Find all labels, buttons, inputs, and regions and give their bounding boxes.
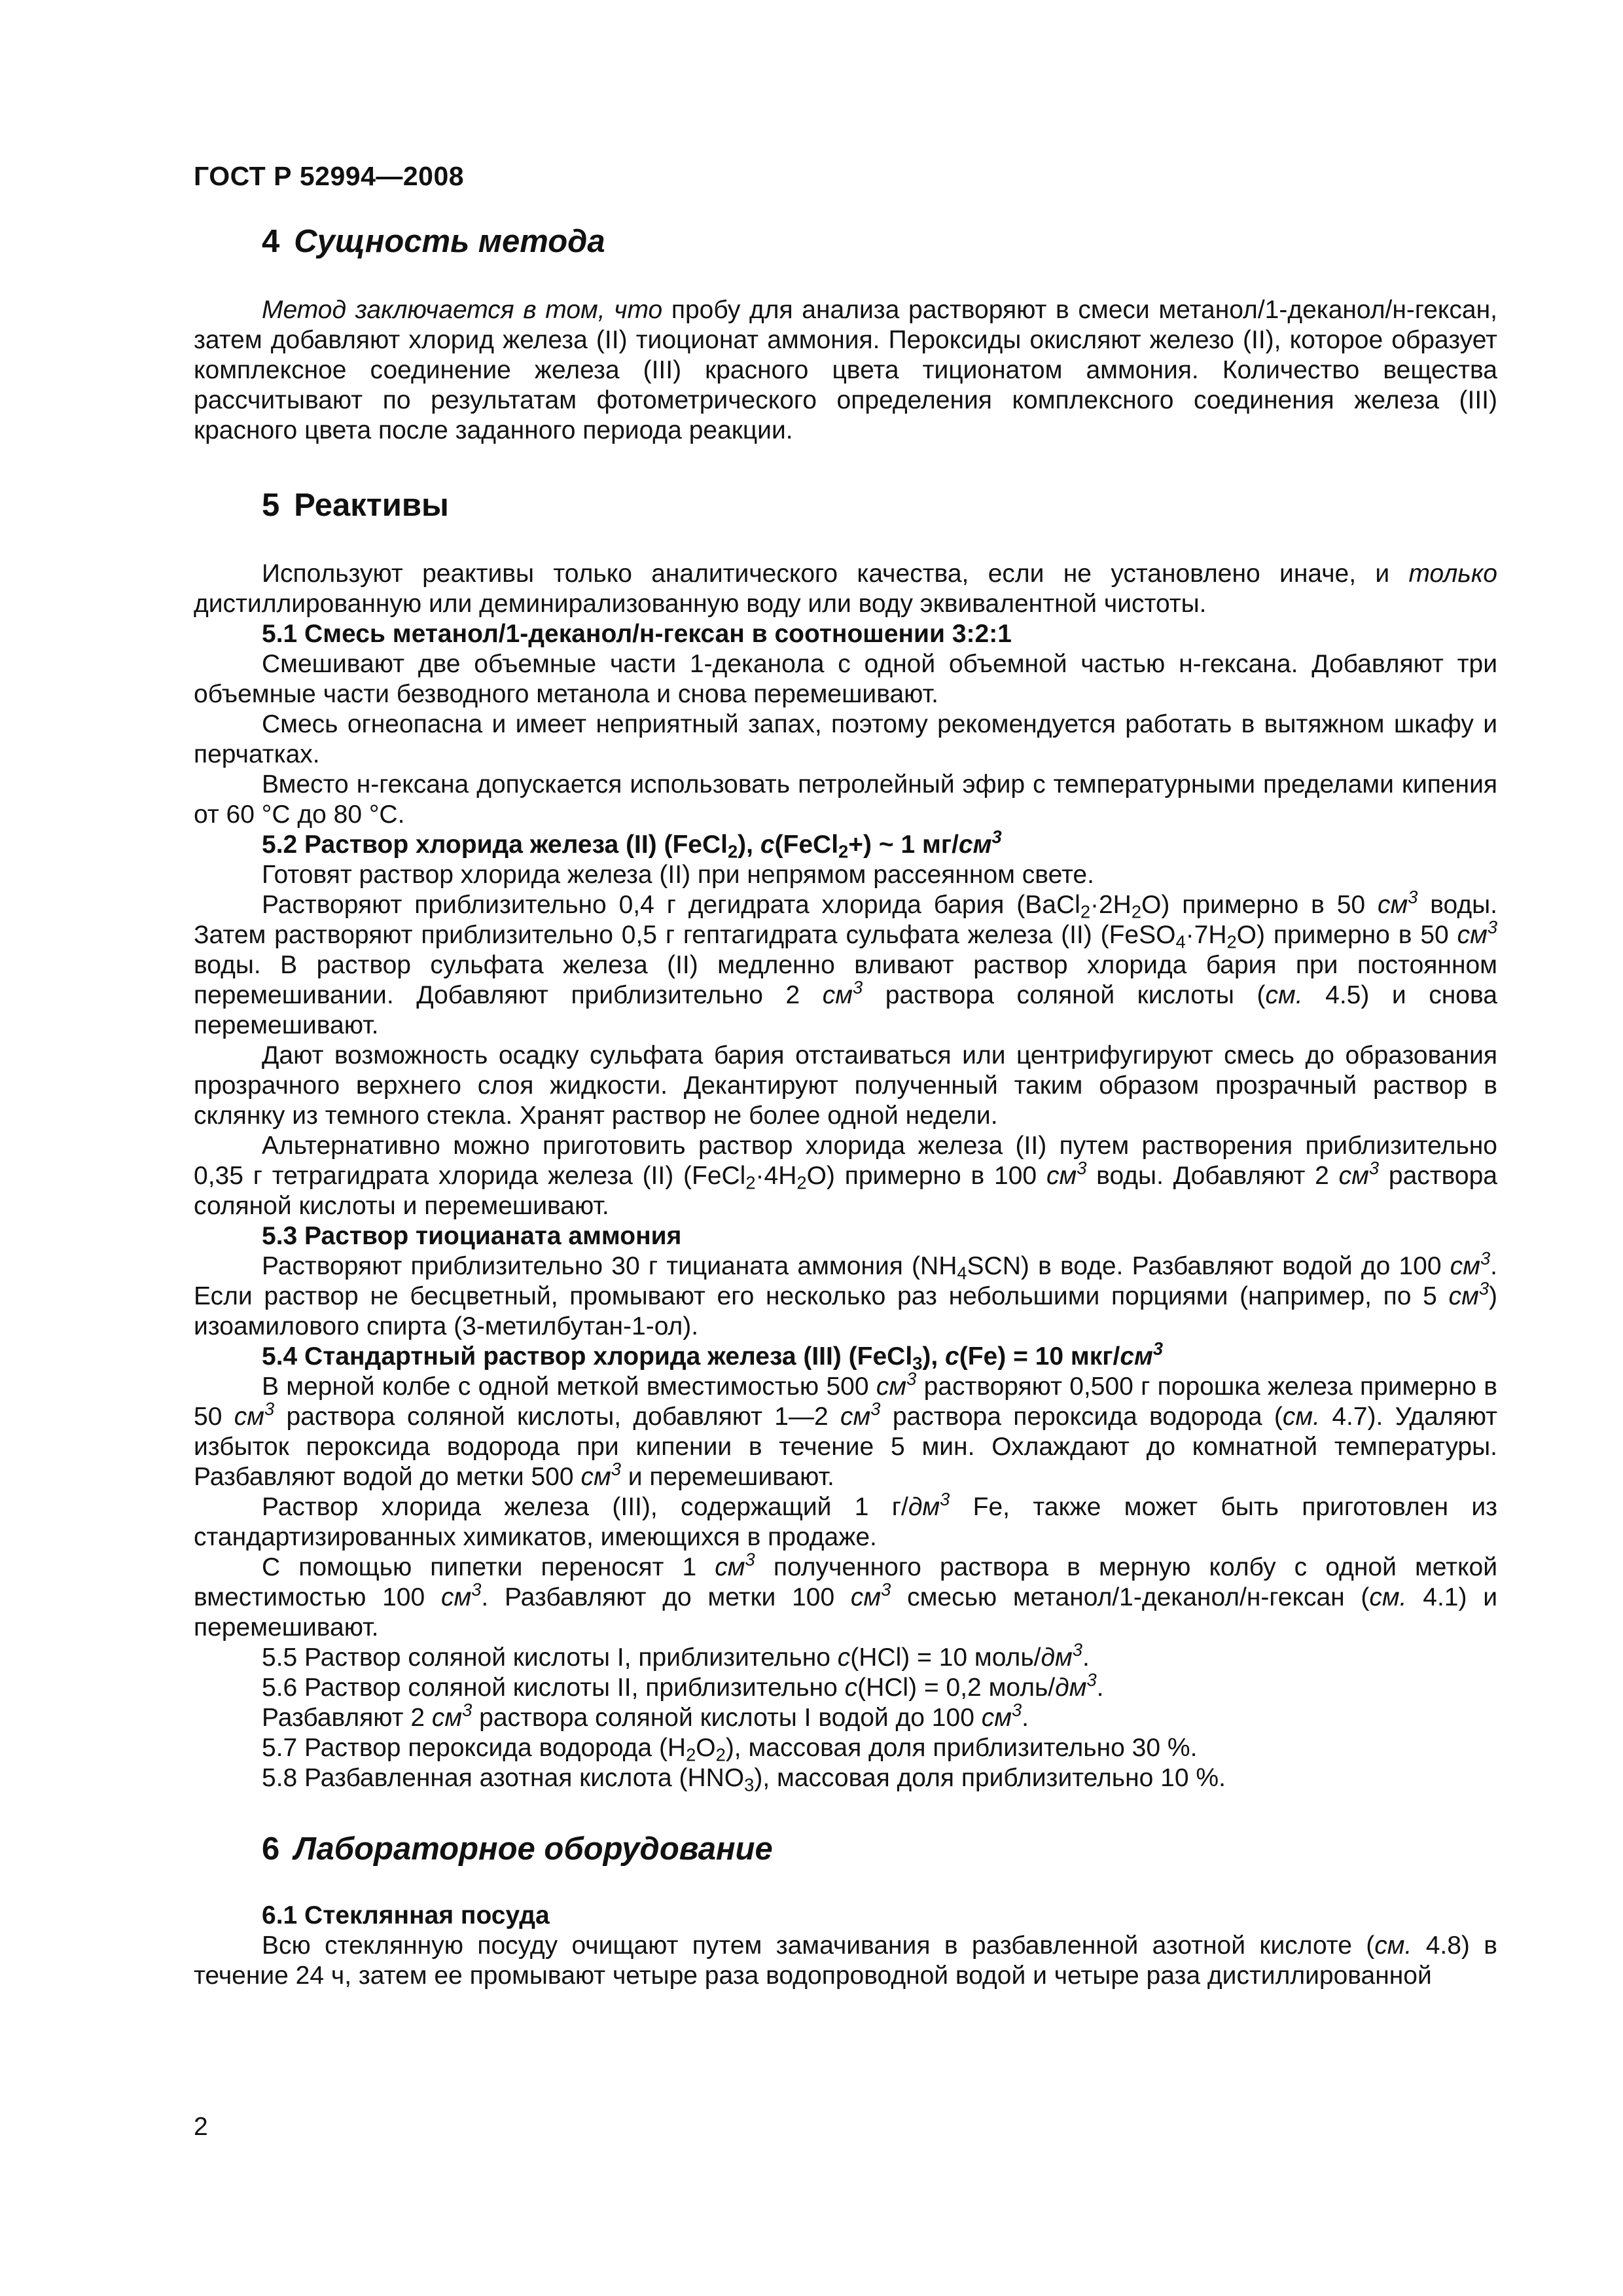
page-number: 2	[194, 2113, 208, 2141]
paragraph-5-2-d: Альтернативно можно приготовить раствор хлорида железа (II) путем растворения приблизительно 0,35 г тетрагидрата хлорида железа (II) $(FeCl_2\cdot 4H_2O)$ примерно в 100 $см^3$ воды. Добавляют 2 $см^3$ раствора соляной кислоты и перемешивают.	[194, 1131, 1497, 1220]
document-body	[194, 223, 1497, 1991]
paragraph-5-3: Растворяют приблизительно 30 г тицианата аммония $(NH_4SCN)$ в воде. Разбавляют водой до 100 $см^3$. Если раствор не бесцветный, промывают его несколько раз небольшими порциями (например, по 5 $см^3$) изоамилового спирта (3-метилбутан-1-ол).	[194, 1247, 1497, 1340]
paragraph-5-2-a: Готовят раствор хлорида железа (II) при непрямом рассеянном свете.	[262, 860, 1094, 889]
paragraph-5-2-c: Дают возможность осадку сульфата бария отстаиваться или центрифугируют смесь до образования прозрачного верхнего слоя жидкости. Декантируют полученный таким образом прозрачный раствор в склянку из темного стекла. Хранят раствор не более одной недели.	[194, 1041, 1497, 1130]
paragraph-6-1: Всю стеклянную посуду очищают путем замачивания в разбавленной азотной кислоте (см. 4.8) в течение 24 ч, затем ее промывают четыре раза водопроводной водой и четыре раза дистиллированной	[194, 1931, 1498, 1990]
item-5-7: 5.7 Раствор пероксида водорода $(H_2O_2)$, массовая доля приблизительно 30 %.	[262, 1733, 1198, 1765]
section-4-text: Метод заключается в том, что пробу для анализа растворяют в смеси метанол/1-деканол/н-гексан, затем добавляют хлорид железа (II) тиоционат аммония. Пероксиды окисляют железо (II), которое образует комплексное соединение железа (III) красного цвета тиционатом аммония. Количество вещества рассчитывают по результатам фотометрического определения комплексного соединения железа (III) красного цвета после заданного периода реакции.	[194, 295, 1497, 444]
item-5-8: 5.8 Разбавленная азотная кислота $(HNO_3)$, массовая доля приблизительно 10 %.	[262, 1763, 1226, 1795]
section-5-heading: 5 Реактивы	[262, 487, 449, 523]
item-5-5: 5.5 Раствор соляной кислоты I, приблизительно c(HCl) = 10 моль/$дм^3$.	[262, 1639, 1090, 1672]
section-4-heading: 4 Сущность метода	[262, 224, 605, 259]
subsection-5-4-heading: 5.4 Стандартный раствор хлорида железа (III) (FeCl$_3$), c(Fe) = 10 мкг/$см^3$	[262, 1338, 1164, 1374]
paragraph-5-1-a: Смешивают две объемные части 1-деканола с одной объемной частью н-гексана. Добавляют три объемные части безводного метанола и снова перемешивают.	[194, 649, 1497, 708]
paragraph-5-2-b: Растворяют приблизительно 0,4 г дегидрата хлорида бария $(BaCl_2\cdot 2H_2O)$ примерно в 50 $см^3$ воды. Затем растворяют приблизительно 0,5 г гептагидрата сульфата железа (II) $(FeSO_4\cdot 7H_2O)$ примерно в 50 $см^3$ воды. В раствор сульфата железа (II) медленно вливают раствор хлорида бария при постоянном перемешивании. Добавляют приблизительно 2 $см^3$ раствора соляной кислоты (см. 4.5) и снова перемешивают.	[194, 886, 1497, 1039]
paragraph-5-4-c: С помощью пипетки переносят 1 $см^3$ полученного раствора в мерную колбу с одной меткой вместимостью 100 $см^3$. Разбавляют до метки 100 $см^3$ смесью метанол/1-деканол/н-гексан (см. 4.1) и перемешивают.	[194, 1549, 1497, 1641]
paragraph-5-4-a: В мерной колбе с одной меткой вместимостью 500 $см^3$ растворяют 0,500 г порошка железа примерно в 50 $см^3$ раствора соляной кислоты, добавляют 1—2 $см^3$ раствора пероксида водорода (см. 4.7). Удаляют избыток пероксида водорода при кипении в течение 5 мин. Охлаждают до комнатной температуры. Разбавляют водой до метки 500 $см^3$ и перемешивают.	[194, 1368, 1498, 1491]
paragraph-5-1-b: Смесь огнеопасна и имеет неприятный запах, поэтому рекомендуется работать в вытяжном шкафу и перчатках.	[194, 709, 1497, 768]
subsection-5-3-heading: 5.3 Раствор тиоцианата аммония	[262, 1221, 682, 1250]
subsection-5-1-heading: 5.1 Смесь метанол/1-деканол/н-гексан в соотношении 3:2:1	[262, 619, 1012, 648]
section-6-heading: 6 Лабораторное оборудование	[262, 1831, 773, 1867]
paragraph-5-4-b: Раствор хлорида железа (III), содержащий 1 $г/дм^3$ Fe, также может быть приготовлен из стандартизированных химикатов, имеющихся в продаже.	[194, 1488, 1497, 1551]
section-5-intro: Используют реактивы только аналитического качества, если не установлено иначе, и только дистиллированную или деминирализованную воду или воду эквивалентной чистоты.	[194, 559, 1497, 618]
subsection-5-2-heading: 5.2 Раствор хлорида железа (II) (FeCl$_2$), c(FeCl$_2$+) ~ 1 $мг/см^3$	[262, 826, 1002, 862]
paragraph-5-1-c: Вместо н-гексана допускается использовать петролейный эфир с температурными пределами кипения от 60 °С до 80 °С.	[194, 770, 1497, 829]
item-5-6: 5.6 Раствор соляной кислоты II, приблизительно c(HCl) = 0,2 моль/$дм^3$.	[262, 1669, 1104, 1702]
item-5-6-note: Разбавляют 2 $см^3$ раствора соляной кислоты I водой до 100 $см^3$.	[262, 1699, 1029, 1732]
document-code: ГОСТ Р 52994—2008	[194, 161, 465, 191]
subsection-6-1-heading: 6.1 Стеклянная посуда	[262, 1901, 550, 1930]
